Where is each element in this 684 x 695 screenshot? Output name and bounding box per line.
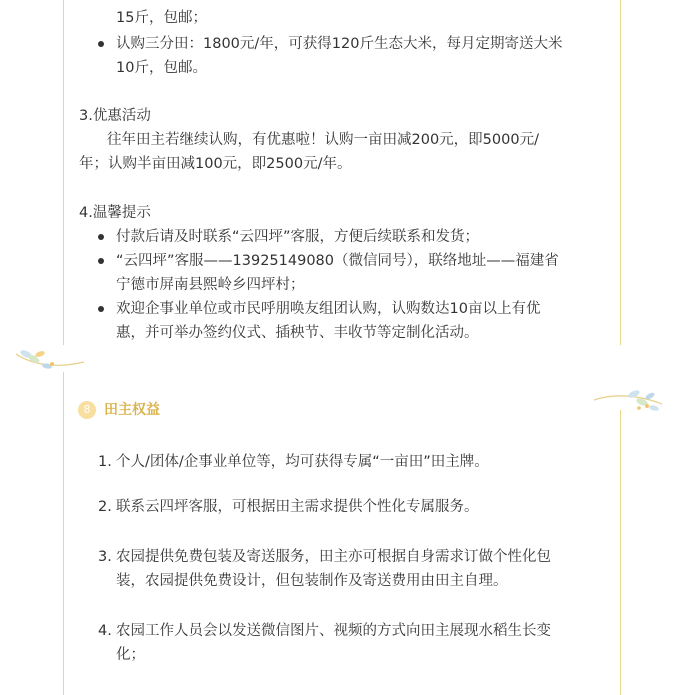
sprig-icon [14, 344, 86, 374]
bullet-tail-text: 15斤，包邮； [116, 10, 207, 26]
list-item-text: 农园工作人员会以发送微信图片、视频的方式向田主展现水稻生长变 [116, 623, 551, 639]
list-item-number: 1. [98, 454, 112, 470]
tips-title: 4.温馨提示 [79, 205, 151, 221]
tip-2-line2: 宁德市屏南县熙岭乡四坪村； [116, 277, 305, 293]
tip-1-line1: 付款后请及时联系“云四坪”客服，方便后续联系和发货； [116, 229, 480, 245]
bullet-dot [98, 258, 104, 264]
frame-left-line [63, 0, 64, 345]
frame-right-line [620, 0, 621, 345]
list-item-text: 装，农园提供免费设计，但包装制作及寄送费用由田主自理。 [116, 573, 508, 589]
list-item-text: 农园提供免费包装及寄送服务，田主亦可根据自身需求订做个性化包 [116, 549, 551, 565]
bullet-dot [98, 306, 104, 312]
tip-3-line1: 欢迎企事业单位或市民呼朋唤友组团认购，认购数达10亩以上有优 [116, 301, 541, 317]
list-item-text: 化； [116, 647, 145, 663]
frame-left-line-lower [63, 372, 64, 695]
frame-right-line-lower [620, 410, 621, 695]
list-item-number: 2. [98, 499, 112, 515]
section-title: 田主权益 [104, 402, 160, 418]
promo-line1: 往年田主若继续认购，有优惠啦！认购一亩田减200元，即5000元/ [107, 132, 539, 148]
list-item-number: 4. [98, 623, 112, 639]
tip-2-line1: “云四坪”客服——13925149080（微信同号），联络地址——福建省 [116, 253, 559, 269]
bullet-3-line2: 10斤，包邮。 [116, 60, 207, 76]
promo-title: 3.优惠活动 [79, 108, 151, 124]
list-item-number: 3. [98, 549, 112, 565]
bullet-dot [98, 234, 104, 240]
tip-3-line2: 惠，并可举办签约仪式、插秧节、丰收节等定制化活动。 [116, 325, 479, 341]
sprig-icon [592, 384, 664, 418]
section-number-badge: 8 [78, 401, 96, 419]
bullet-3-line1: 认购三分田：1800元/年，可获得120斤生态大米，每月定期寄送大米 [116, 36, 563, 52]
list-item-text: 联系云四坪客服，可根据田主需求提供个性化专属服务。 [116, 499, 479, 515]
list-item-text: 个人/团体/企事业单位等，均可获得专属“一亩田”田主牌。 [116, 454, 489, 470]
promo-line2: 年；认购半亩田减100元，即2500元/年。 [79, 156, 352, 172]
bullet-dot [98, 41, 104, 47]
